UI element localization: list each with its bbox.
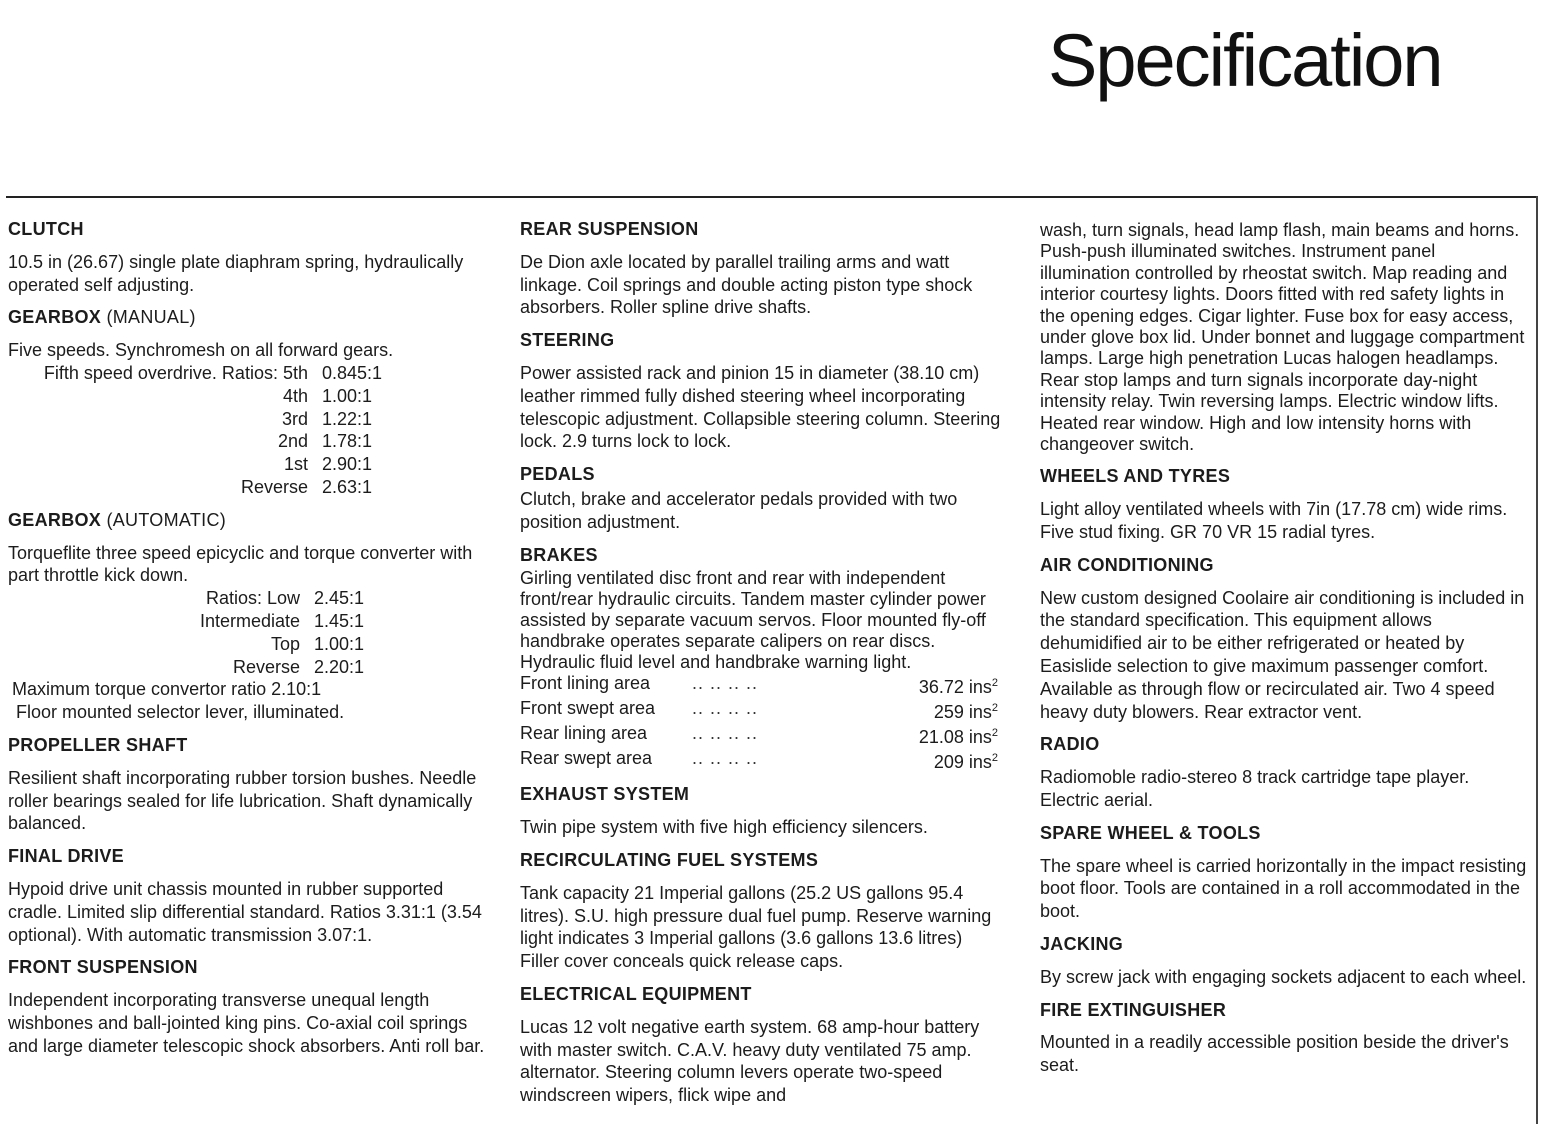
spec-column-3 (1040, 220, 1528, 1083)
area-value (892, 673, 998, 698)
exhaust-text: Twin pipe system with five high efficiency silencers. (520, 817, 928, 838)
table-row (8, 610, 364, 633)
jacking-text: By screw jack with engaging sockets adjacent to each wheel. (1040, 966, 1527, 987)
propeller-shaft-section (8, 730, 492, 835)
electrical-section (520, 979, 1006, 1107)
jacking-heading: JACKING (1040, 934, 1124, 955)
steering-text: Power assisted rack and pinion 15 in diameter (38.10 cm) leather rimmed fully dished steering wheel incorporating telescopic adjustment. Collapsible steering column. Steering lock. 2.9 turns lock to lock. (520, 362, 1001, 452)
wheels-section (1040, 461, 1528, 543)
area-value (892, 748, 998, 773)
pedals-section (520, 459, 1006, 533)
radio-heading: RADIO (1040, 734, 1100, 755)
gearbox-manual-heading (8, 302, 492, 329)
table-row (8, 430, 382, 453)
clutch-text: 10.5 in (26.67) single plate diaphram spring, hydraulically operated self adjusting. (8, 251, 464, 295)
pedals-heading: PEDALS (520, 464, 595, 485)
clutch-section (8, 214, 492, 296)
table-row (520, 748, 1006, 773)
fuel-text: Tank capacity 21 Imperial gallons (25.2 US gallons 95.4 litres). S.U. high pressure dual fuel pump. Reserve warning light indicates 3 Imperial gallons (3.6 gallons 13.6 litres) Filler cover conceals quick release caps. (520, 882, 992, 972)
table-row (8, 476, 382, 499)
spare-wheel-text: The spare wheel is carried horizontally in the impact resisting boot floor. Tools are contained in a roll accommodated in the boot. (1040, 855, 1527, 922)
exhaust-heading: EXHAUST SYSTEM (520, 784, 690, 805)
gearbox-manual-heading-suffix: (MANUAL) (106, 307, 196, 328)
final-drive-section (8, 841, 492, 946)
gearbox-manual-section (8, 302, 492, 498)
gearbox-manual-heading-main: GEARBOX (8, 307, 102, 328)
table-row (520, 698, 1006, 723)
fire-extinguisher-section (1040, 995, 1528, 1077)
table-row (8, 362, 382, 385)
ratio-value: 2.45:1 (314, 588, 365, 609)
table-row (8, 587, 364, 610)
gearbox-automatic-heading (8, 505, 492, 532)
ratio-value: 2.90:1 (322, 454, 373, 475)
ratio-value: 0.845:1 (322, 362, 383, 383)
ratio-gear: 1st (283, 454, 308, 475)
clutch-heading: CLUTCH (8, 219, 84, 239)
air-conditioning-heading: AIR CONDITIONING (1040, 554, 1214, 575)
rear-suspension-text: De Dion axle located by parallel trailing arms and watt linkage. Coil springs and double acting piston type shock absorbers. Roller spline drive shafts. (520, 251, 973, 318)
spare-wheel-heading: SPARE WHEEL & TOOLS (1040, 822, 1261, 843)
area-label: Front swept area (520, 698, 656, 719)
gearbox-automatic-ratios (8, 587, 364, 678)
area-label: Rear swept area (520, 748, 653, 769)
ratio-gear: Intermediate (199, 610, 300, 631)
final-drive-text: Hypoid drive unit chassis mounted in rubber supported cradle. Limited slip differential standard. Ratios 3.31:1 (3.54 optional). With automatic transmission 3.07:1. (8, 878, 482, 945)
area-value-number: 21.08 ins (918, 727, 992, 748)
max-torque-text: Maximum torque convertor ratio 2.10:1 (12, 679, 322, 700)
ratio-value: 1.45:1 (314, 610, 365, 631)
rear-suspension-heading: REAR SUSPENSION (520, 219, 699, 239)
propeller-shaft-text: Resilient shaft incorporating rubber torsion bushes. Needle roller bearings sealed for life lubrication. Shaft dynamically balanced. (8, 767, 477, 834)
brakes-text: Girling ventilated disc front and rear with independent front/rear hydraulic circuits. Tandem master cylinder power assisted by separate vacuum servos. Floor mounted fly-off handbrake operates separate calipers on rear discs. Hydraulic fluid level and handbrake warning light. (520, 568, 986, 673)
exhaust-section (520, 779, 1006, 839)
ratio-value: 2.20:1 (314, 656, 365, 677)
area-value-number: 209 ins (933, 752, 992, 773)
area-dots: .. .. .. .. (692, 698, 759, 719)
table-row (520, 673, 1006, 698)
spare-wheel-section (1040, 818, 1528, 923)
brake-areas (520, 673, 1006, 773)
ratio-value: 2.63:1 (322, 476, 373, 497)
table-row (520, 723, 1006, 748)
area-value (892, 698, 998, 723)
air-conditioning-section (1040, 550, 1528, 724)
right-border (1536, 196, 1538, 1124)
area-value-number: 36.72 ins (918, 677, 992, 698)
header-divider (6, 196, 1538, 198)
page-title: Specification (1048, 19, 1442, 102)
electrical-text: Lucas 12 volt negative earth system. 68 amp-hour battery with master switch. C.A.V. heavy duty ventilated 75 amp. alternator. Steering column levers operate two-speed windscreen wipers, flick wipe and (520, 1016, 980, 1106)
pedals-text: Clutch, brake and accelerator pedals provided with two position adjustment. (520, 488, 958, 532)
ratio-gear-name: 5th (282, 362, 308, 383)
ratio-gear: Reverse (240, 476, 308, 497)
gearbox-automatic-heading-suffix: (AUTOMATIC) (106, 509, 227, 530)
area-unit-exponent: 2 (991, 702, 998, 715)
area-unit-exponent: 2 (991, 677, 998, 690)
front-suspension-section (8, 952, 492, 1057)
fuel-heading: RECIRCULATING FUEL SYSTEMS (520, 849, 819, 870)
brakes-heading: BRAKES (520, 544, 598, 565)
rear-suspension-section (520, 214, 1006, 319)
table-row (8, 656, 364, 679)
gearbox-automatic-heading-main: GEARBOX (8, 509, 102, 530)
area-value (892, 723, 998, 748)
ratio-value: 1.00:1 (322, 385, 373, 406)
gearbox-automatic-section (8, 505, 492, 724)
brakes-section (520, 540, 1006, 774)
air-conditioning-text: New custom designed Coolaire air conditioning is included in the standard specification. This equipment allows dehumidified air to be either refrigerated or heated by Easislide selection to give maximum passenger comfort. Available as through flow or recirculated air. Two 4 speed heavy duty blowers. Rear extractor vent. (1040, 587, 1525, 722)
fuel-section (520, 845, 1006, 973)
steering-heading: STEERING (520, 330, 615, 351)
ratio-value: 1.22:1 (322, 408, 373, 429)
electrical-heading: ELECTRICAL EQUIPMENT (520, 983, 752, 1004)
spec-column-1 (8, 214, 492, 1064)
area-label: Front lining area (520, 673, 651, 694)
jacking-section (1040, 929, 1528, 989)
gearbox-manual-ratios (8, 362, 382, 499)
ratio-gear: Top (270, 633, 300, 654)
area-unit-exponent: 2 (991, 727, 998, 740)
fire-extinguisher-text: Mounted in a readily accessible position beside the driver's seat. (1040, 1032, 1509, 1076)
steering-section (520, 325, 1006, 453)
electrical-continued-section (1040, 220, 1528, 455)
ratio-gear: Reverse (232, 656, 300, 677)
wheels-heading: WHEELS AND TYRES (1040, 466, 1231, 487)
final-drive-heading: FINAL DRIVE (8, 846, 124, 867)
radio-section (1040, 729, 1528, 811)
spec-column-2 (520, 214, 1006, 1113)
ratio-gear: Ratios: Low (205, 588, 300, 609)
fire-extinguisher-heading: FIRE EXTINGUISHER (1040, 999, 1227, 1020)
area-value-number: 259 ins (933, 702, 992, 723)
ratios-label: Fifth speed overdrive. Ratios: (43, 362, 278, 383)
radio-text: Radiomoble radio-stereo 8 track cartridge tape player. Electric aerial. (1040, 767, 1470, 811)
ratio-value: 1.78:1 (322, 431, 373, 452)
front-suspension-heading: FRONT SUSPENSION (8, 957, 198, 978)
ratio-gear (8, 362, 322, 385)
table-row (8, 453, 382, 476)
area-dots: .. .. .. .. (692, 673, 759, 694)
ratio-gear: 4th (282, 385, 308, 406)
propeller-shaft-heading: PROPELLER SHAFT (8, 734, 188, 755)
front-suspension-text: Independent incorporating transverse unequal length wishbones and ball-jointed king pins. Co-axial coil springs and large diameter telescopic shock absorbers. Anti roll bar. (8, 990, 485, 1056)
gearbox-manual-text: Five speeds. Synchromesh on all forward gears. (8, 340, 394, 361)
area-dots: .. .. .. .. (692, 748, 759, 769)
wheels-text: Light alloy ventilated wheels with 7in (17.78 cm) wide rims. Five stud fixing. GR 70 VR 15 radial tyres. (1040, 499, 1508, 543)
ratio-value: 1.00:1 (314, 633, 365, 654)
table-row (8, 385, 382, 408)
electrical-text-continued: wash, turn signals, head lamp flash, main beams and horns. Push-push illuminated switches. Instrument panel illumination controlled by rheostat switch. Map reading and interior courtesy lights. Doors fitted with red safety lights in the opening edges. Cigar lighter. Fuse box for easy access, under glove box lid. Under bonnet and luggage compartment lamps. Large high penetration Lucas halogen headlamps. Rear stop lamps and turn signals incorporate day-night intensity relay. Twin reversing lamps. Electric window lifts. Heated rear window. High and low intensity horns with changeover switch. (1040, 220, 1525, 455)
ratio-gear: 3rd (281, 408, 308, 429)
table-row (8, 408, 382, 431)
selector-text: Floor mounted selector lever, illuminated. (16, 702, 345, 723)
table-row (8, 633, 364, 656)
area-dots: .. .. .. .. (692, 723, 759, 744)
gearbox-automatic-text: Torqueflite three speed epicyclic and torque converter with part throttle kick down. (8, 542, 473, 586)
ratio-gear: 2nd (277, 431, 308, 452)
area-label: Rear lining area (520, 723, 648, 744)
area-unit-exponent: 2 (991, 752, 998, 765)
